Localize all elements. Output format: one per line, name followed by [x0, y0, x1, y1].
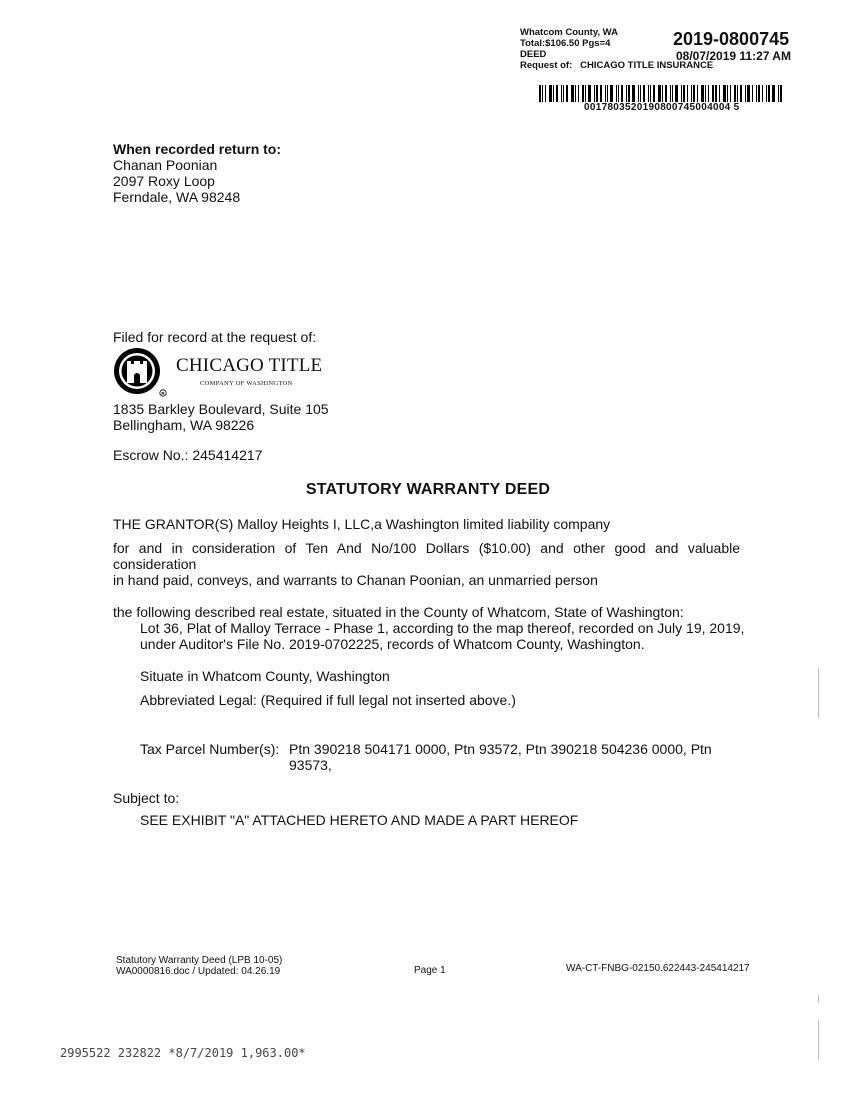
- legal-description-line2: under Auditor's File No. 2019-0702225, records of Whatcom County, Washington.: [140, 636, 645, 652]
- barcode-bar: [553, 85, 554, 102]
- svg-text:R: R: [161, 391, 165, 396]
- barcode-bar: [672, 85, 673, 102]
- chicago-title-logo-icon: [113, 347, 169, 399]
- footer-form-file: WA0000816.doc / Updated: 04.26.19: [116, 966, 281, 977]
- barcode-bar: [600, 85, 602, 102]
- footer-reference: WA-CT-FNBG-02150.622443-245414217: [566, 963, 750, 974]
- barcode-bar: [542, 85, 543, 102]
- barcode-bar: [618, 85, 619, 102]
- recording-pages: Pgs=4: [582, 38, 611, 49]
- grantor-line: THE GRANTOR(S) Malloy Heights I, LLC,a Washington limited liability company: [113, 516, 611, 532]
- filed-for-record-label: Filed for record at the request of:: [113, 329, 317, 345]
- scan-artifact: [818, 995, 819, 1003]
- conveys-line: in hand paid, conveys, and warrants to Chanan Poonian, an unmarried person: [113, 572, 598, 588]
- barcode-bar: [648, 85, 649, 102]
- barcode-bar: [752, 85, 753, 102]
- return-to-name: Chanan Poonian: [113, 157, 218, 173]
- barcode-bar: [563, 85, 564, 102]
- return-to-block: [113, 141, 281, 205]
- subject-to-label: Subject to:: [113, 790, 180, 806]
- return-to-address1: 2097 Roxy Loop: [113, 173, 215, 189]
- consideration-line2: consideration: [113, 556, 197, 572]
- barcode-bar: [730, 85, 731, 102]
- barcode-bar: [762, 85, 763, 102]
- barcode-bar: [566, 85, 568, 102]
- barcode-bar: [588, 85, 591, 102]
- barcode-number: 0017803520190800745004004 5: [584, 102, 740, 113]
- barcode-bar: [740, 85, 742, 102]
- barcode-bar: [545, 85, 546, 102]
- barcode-bar: [708, 85, 709, 102]
- scan-artifact: [818, 668, 819, 718]
- filed-by-address1: 1835 Barkley Boulevard, Suite 105: [113, 401, 329, 417]
- barcode-bar: [715, 85, 717, 102]
- barcode-bar: [665, 85, 667, 102]
- barcode-bar: [549, 85, 552, 102]
- barcode-bar: [705, 85, 706, 102]
- barcode-bar: [605, 85, 606, 102]
- barcode-bar: [766, 85, 767, 102]
- barcode-bar: [616, 85, 617, 102]
- barcode-bar: [556, 85, 558, 102]
- escrow-number: Escrow No.: 245414217: [113, 447, 263, 463]
- barcode-bar: [745, 85, 746, 102]
- barcode-bar: [596, 85, 598, 102]
- scan-artifact: [818, 1020, 819, 1060]
- barcode-bar: [697, 85, 698, 102]
- barcode-bar: [638, 85, 639, 102]
- footer-form-info: [116, 955, 282, 977]
- consideration-line1: for and in consideration of Ten And No/100 Dollars ($10.00) and other good and valuable: [113, 540, 740, 556]
- barcode-bar: [778, 85, 779, 102]
- barcode-bar: [768, 85, 770, 102]
- barcode-bar: [640, 85, 641, 102]
- barcode-bar: [701, 85, 704, 102]
- excise-tax-stamp: 2995522 232822 *8/7/2019 1,963.00*: [60, 1046, 306, 1060]
- return-to-address2: Ferndale, WA 98248: [113, 189, 241, 205]
- barcode-bar: [756, 85, 757, 102]
- tax-parcel-label: Tax Parcel Number(s):: [140, 741, 280, 757]
- barcode-bar: [693, 85, 695, 102]
- barcode-bar: [687, 85, 688, 102]
- legal-description-line1: Lot 36, Plat of Malloy Terrace - Phase 1, according to the map thereof, recorded on July 19, 2019,: [140, 620, 745, 636]
- barcode-bar: [727, 85, 728, 102]
- recording-county: Whatcom County, WA: [520, 27, 618, 38]
- barcode-bar: [662, 85, 663, 102]
- filed-by-address: [113, 401, 329, 433]
- barcode-bar: [658, 85, 661, 102]
- situate-line: Situate in Whatcom County, Washington: [140, 668, 390, 684]
- barcode-bar: [712, 85, 714, 102]
- filed-by-address2: Bellingham, WA 98226: [113, 417, 255, 433]
- barcode-bar: [675, 85, 678, 102]
- barcode-bar: [723, 85, 726, 102]
- barcode-bar: [650, 85, 651, 102]
- request-of-label: Request of:: [520, 60, 573, 71]
- barcode-bar: [632, 85, 635, 102]
- barcode-bar: [575, 85, 576, 102]
- barcode-bar: [539, 85, 541, 102]
- logo-company-name: CHICAGO TITLE: [176, 355, 323, 376]
- described-line: the following described real estate, situated in the County of Whatcom, State of Washington:: [113, 604, 684, 620]
- barcode: [539, 85, 787, 102]
- tax-parcel-line1: Ptn 390218 504171 0000, Ptn 93572, Ptn 390218 504236 0000, Ptn: [289, 741, 712, 757]
- abbreviated-legal-line: Abbreviated Legal: (Required if full legal not inserted above.): [140, 692, 516, 708]
- barcode-bar: [582, 85, 584, 102]
- barcode-bar: [607, 85, 608, 102]
- barcode-bar: [737, 85, 738, 102]
- recording-doc-number: 2019-0800745: [673, 29, 790, 49]
- barcode-bar: [643, 85, 645, 102]
- barcode-bar: [561, 85, 562, 102]
- barcode-bar: [628, 85, 630, 102]
- recording-date-time: 08/07/2019 11:27 AM: [676, 49, 791, 63]
- barcode-bar: [621, 85, 623, 102]
- barcode-bar: [578, 85, 579, 102]
- recording-total: Total:$106.50: [520, 38, 580, 49]
- barcode-bar: [683, 85, 685, 102]
- barcode-bar: [670, 85, 671, 102]
- barcode-bar: [691, 85, 692, 102]
- barcode-bar: [780, 85, 782, 102]
- barcode-bar: [772, 85, 775, 102]
- barcode-bar: [626, 85, 627, 102]
- barcode-bar: [594, 85, 595, 102]
- barcode-bar: [610, 85, 613, 102]
- tax-parcel-line2: 93573,: [289, 757, 332, 773]
- recording-doc-type: DEED: [520, 49, 547, 60]
- barcode-bar: [653, 85, 655, 102]
- logo-company-subtitle: COMPANY OF WASHINGTON: [200, 380, 293, 387]
- barcode-bar: [747, 85, 750, 102]
- barcode-bar: [571, 85, 574, 102]
- document-title: STATUTORY WARRANTY DEED: [305, 481, 551, 498]
- barcode-bar: [734, 85, 736, 102]
- barcode-bar: [719, 85, 720, 102]
- exhibit-line: SEE EXHIBIT "A" ATTACHED HERETO AND MADE A PART HEREOF: [140, 812, 579, 828]
- request-of-value: CHICAGO TITLE INSURANCE: [580, 60, 714, 71]
- barcode-bar: [681, 85, 682, 102]
- barcode-bar: [585, 85, 586, 102]
- barcode-bar: [758, 85, 760, 102]
- footer-form-name: Statutory Warranty Deed (LPB 10-05): [116, 955, 283, 966]
- return-to-heading: When recorded return to:: [113, 141, 282, 157]
- footer-page-number: Page 1: [414, 965, 446, 976]
